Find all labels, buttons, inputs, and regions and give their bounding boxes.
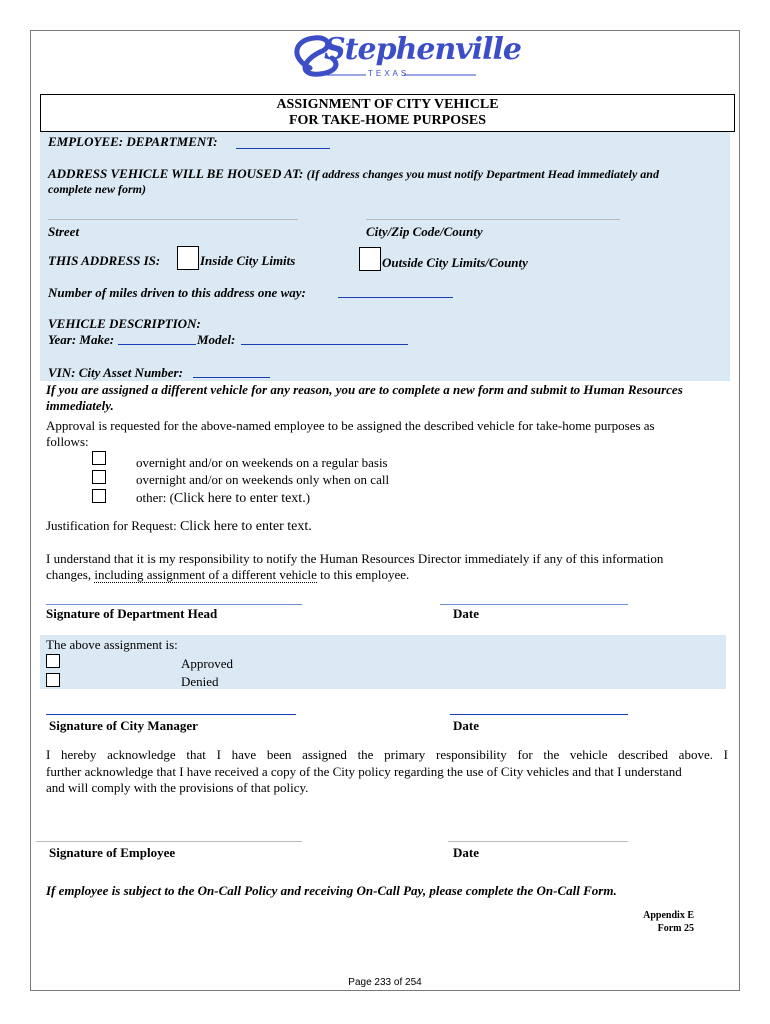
understand-a: changes, (46, 567, 95, 582)
title-line1: ASSIGNMENT OF CITY VEHICLE (276, 97, 499, 112)
make-field[interactable] (118, 344, 196, 345)
department-field[interactable] (236, 148, 330, 149)
acknowledge-line1: I hereby acknowledge that I have been assigned the primary responsibility for the vehicle described above. I (46, 747, 728, 762)
dept-head-date-label: Date (453, 606, 479, 621)
dept-head-date-field[interactable] (440, 604, 628, 605)
understand-text-2 (46, 567, 409, 583)
inside-city-checkbox[interactable] (177, 246, 199, 270)
asset-label: City Asset Number: (78, 365, 183, 380)
other-text-field[interactable]: Click here to enter text. (173, 491, 306, 506)
different-vehicle-note: If you are assigned a different vehicle for any reason, you are to complete a new form and submit to Human Resources (46, 382, 683, 397)
street-field[interactable] (48, 219, 298, 220)
justification-label: Justification for Request: (46, 518, 177, 533)
understand-text: I understand that it is my responsibility to notify the Human Resources Director immediately if any of this information (46, 551, 664, 566)
option3-checkbox[interactable] (92, 489, 106, 503)
miles-label: Number of miles driven to this address one way: (48, 285, 306, 300)
outside-city-label: Outside City Limits/County (382, 255, 528, 270)
asset-number-field[interactable] (193, 377, 270, 378)
understand-c: to this employee. (316, 567, 410, 582)
city-manager-date-label: Date (453, 718, 479, 733)
understand-b: including assignment of a different vehicle (94, 567, 317, 582)
option1-checkbox[interactable] (92, 451, 106, 465)
employee-date-label: Date (453, 845, 479, 860)
approved-checkbox[interactable] (46, 654, 60, 668)
employee-signature-label: Signature of Employee (49, 845, 176, 860)
logo-state: TEXAS (368, 69, 410, 78)
logo (280, 28, 522, 84)
employee-signature-field[interactable] (36, 841, 302, 842)
denied-label: Denied (181, 674, 219, 689)
title-line2: FOR TAKE-HOME PURPOSES (288, 113, 487, 128)
option1-label: overnight and/or on weekends on a regular basis (136, 455, 388, 470)
option3-suffix: ) (305, 490, 311, 505)
approved-label: Approved (181, 656, 233, 671)
street-label: Street (48, 224, 80, 239)
acknowledge-line2: further acknowledge that I have received a copy of the City policy regarding the use of City vehicles and that I understand (46, 764, 682, 779)
option3-line (136, 490, 310, 507)
employee-dept-label: EMPLOYEE: DEPARTMENT: (48, 134, 218, 149)
justification-field[interactable]: Click here to enter text. (179, 519, 312, 534)
appendix-line1: Appendix E (643, 910, 694, 921)
option2-label: overnight and/or on weekends only when on call (136, 472, 390, 487)
city-field[interactable] (366, 219, 620, 220)
vin-label: VIN: (48, 365, 76, 380)
acknowledge-line3: and will comply with the provisions of that policy. (46, 780, 309, 795)
model-field[interactable] (241, 344, 408, 345)
make-label: Make: (79, 332, 115, 347)
vehicle-heading: VEHICLE DESCRIPTION: (48, 316, 201, 331)
dept-head-signature-label: Signature of Department Head (46, 606, 218, 621)
vin-line (48, 365, 183, 381)
approval-text-2: follows: (46, 434, 89, 449)
inside-city-label: Inside City Limits (200, 253, 296, 268)
city-manager-signature-label: Signature of City Manager (49, 718, 198, 733)
this-address-label: THIS ADDRESS IS: (48, 253, 161, 268)
approval-text: Approval is requested for the above-named employee to be assigned the described vehicle for take-home purposes as (46, 418, 655, 433)
page-number: Page 233 of 254 (348, 977, 422, 988)
city-label: City/Zip Code/County (366, 224, 483, 239)
model-label: Model: (197, 332, 236, 347)
address-note-2: complete new form) (48, 182, 146, 196)
employee-date-field[interactable] (448, 841, 628, 842)
miles-field[interactable] (338, 297, 453, 298)
appendix-line2: Form 25 (657, 923, 694, 934)
different-vehicle-note-2: immediately. (46, 398, 114, 413)
title-box (40, 94, 735, 132)
justification-line (46, 518, 312, 535)
assignment-label: The above assignment is: (46, 637, 178, 652)
city-manager-signature-field[interactable] (46, 714, 296, 715)
year-label: Year: (48, 332, 77, 347)
denied-checkbox[interactable] (46, 673, 60, 687)
address-label-line (48, 166, 659, 182)
dept-head-signature-field[interactable] (46, 604, 302, 605)
address-note: (If address changes you must notify Department Head immediately and (306, 167, 659, 181)
vehicle-line (48, 332, 114, 348)
city-manager-date-field[interactable] (450, 714, 628, 715)
option2-checkbox[interactable] (92, 470, 106, 484)
address-label: ADDRESS VEHICLE WILL BE HOUSED AT: (48, 166, 304, 181)
outside-city-checkbox[interactable] (359, 247, 381, 271)
logo-name: Stephenville (324, 32, 522, 67)
oncall-note: If employee is subject to the On-Call Policy and receiving On-Call Pay, please complete the On-Call Form. (46, 883, 617, 898)
option3-prefix: other: ( (136, 490, 174, 505)
